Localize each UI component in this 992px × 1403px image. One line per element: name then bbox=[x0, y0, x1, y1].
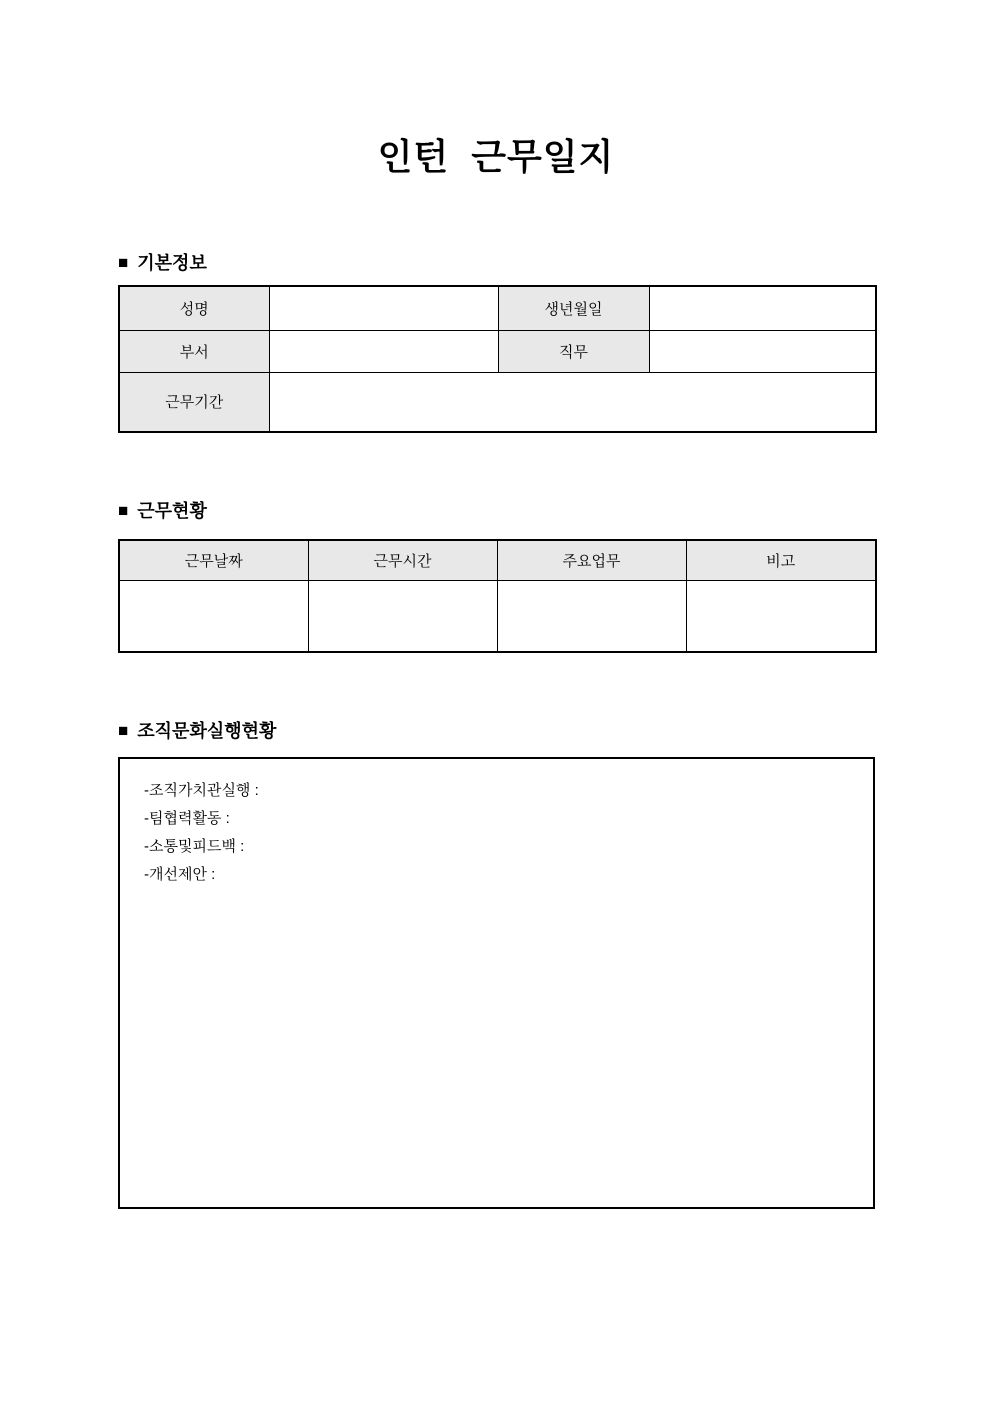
section-title-work-status: 근무현황 bbox=[137, 501, 207, 521]
table-row bbox=[119, 330, 876, 372]
remarks-cell bbox=[686, 580, 876, 652]
section-header-work-status bbox=[118, 499, 875, 523]
work-hours-cell bbox=[308, 580, 497, 652]
square-bullet-icon: ■ bbox=[118, 501, 129, 520]
culture-line-improvement-suggestion: -개선제안 : bbox=[144, 866, 216, 883]
section-title-culture: 조직문화실행현황 bbox=[137, 721, 277, 741]
value-birthdate-cell bbox=[649, 286, 876, 330]
value-department-cell bbox=[269, 330, 498, 372]
table-row bbox=[119, 286, 876, 330]
work-date-cell bbox=[119, 580, 308, 652]
work-status-table bbox=[118, 539, 877, 653]
value-name-cell bbox=[269, 286, 498, 330]
section-header-culture bbox=[118, 719, 875, 743]
label-name: 성명 bbox=[119, 286, 269, 330]
document-content bbox=[118, 251, 875, 1209]
culture-line-team-cooperation: -팀협력활동 : bbox=[144, 810, 230, 827]
table-header-row bbox=[119, 540, 876, 580]
label-work-period: 근무기간 bbox=[119, 372, 269, 432]
table-row bbox=[119, 372, 876, 432]
basic-info-table bbox=[118, 285, 877, 433]
column-header-work-hours: 근무시간 bbox=[308, 540, 497, 580]
column-header-work-date: 근무날짜 bbox=[119, 540, 308, 580]
section-header-basic-info bbox=[118, 251, 875, 275]
table-row bbox=[119, 580, 876, 652]
page-title: 인턴 근무일지 bbox=[377, 136, 615, 177]
column-header-remarks: 비고 bbox=[686, 540, 876, 580]
culture-line-values-execution: -조직가치관실행 : bbox=[144, 782, 259, 799]
main-tasks-cell bbox=[497, 580, 686, 652]
value-jobduty-cell bbox=[649, 330, 876, 372]
culture-status-box bbox=[118, 757, 875, 1209]
label-jobduty: 직무 bbox=[498, 330, 649, 372]
square-bullet-icon: ■ bbox=[118, 253, 129, 272]
square-bullet-icon: ■ bbox=[118, 721, 129, 740]
column-header-main-tasks: 주요업무 bbox=[497, 540, 686, 580]
culture-line-communication-feedback: -소통및피드백 : bbox=[144, 838, 245, 855]
label-department: 부서 bbox=[119, 330, 269, 372]
section-title-basic-info: 기본정보 bbox=[137, 253, 207, 273]
value-work-period-cell bbox=[269, 372, 876, 432]
label-birthdate: 생년월일 bbox=[498, 286, 649, 330]
